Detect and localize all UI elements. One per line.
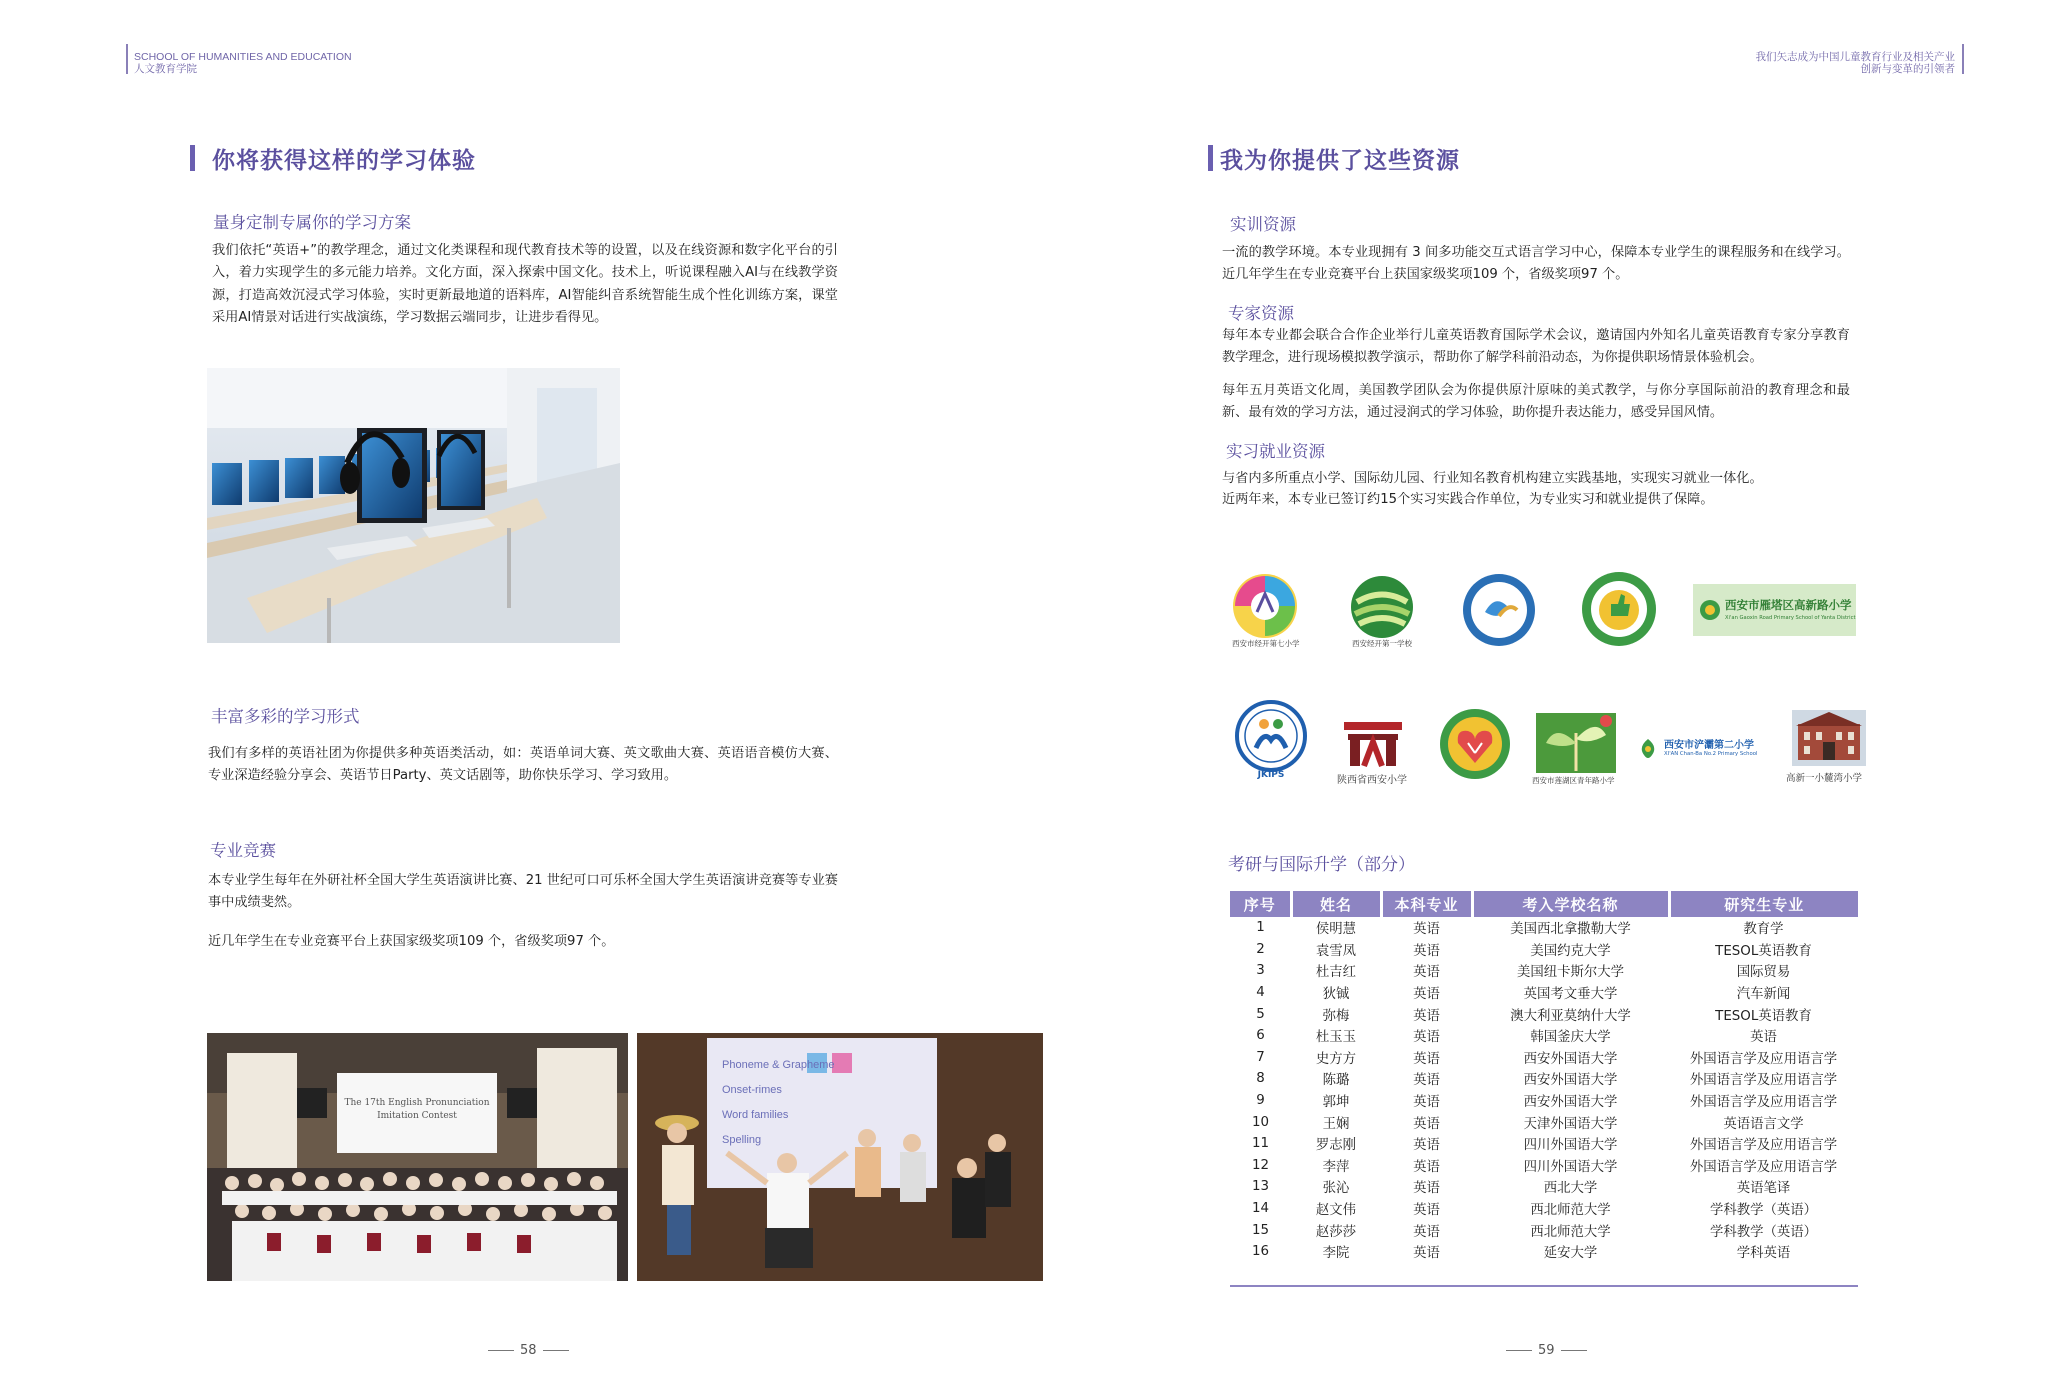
table-cell: 西北师范大学 (1530, 1203, 1611, 1219)
header-right-line2: 创新与变革的引领者 (1860, 63, 1955, 75)
logo1-caption: 西安市经开第七小学 (1232, 639, 1300, 648)
table-cell: 英语 (1750, 1030, 1777, 1046)
table-cell: 西北大学 (1543, 1181, 1598, 1197)
logo10-emblem (1636, 737, 1660, 763)
page-number-left-text: 58 (520, 1343, 537, 1358)
school-logo-jkips (1232, 700, 1310, 782)
table-cell: 美国西北拿撒勒大学 (1510, 922, 1631, 938)
table-cell: 李院 (1322, 1246, 1350, 1262)
table-cell: 天津外国语大学 (1523, 1116, 1618, 1132)
right-title-bar (1208, 145, 1213, 171)
school-logo-qingnian-road (1536, 713, 1616, 773)
table-cell: 学科教学（英语） (1709, 1224, 1818, 1240)
table-row (1230, 1241, 1858, 1263)
left-title-bar (190, 145, 195, 171)
logo6-label: JKIPS (1257, 770, 1285, 780)
table-row (1230, 1090, 1858, 1112)
table-cell: 袁雪凤 (1315, 943, 1357, 959)
table-cell: 英语 (1413, 1116, 1440, 1132)
table-cell: 16 (1251, 1244, 1270, 1260)
section-title-custom-plan: 量身定制专属你的学习方案 (213, 213, 411, 232)
table-cell: TESOL英语教育 (1715, 943, 1812, 959)
slide-line-2: Onset-rimes (722, 1084, 782, 1096)
table-cell: 四川外国语大学 (1523, 1159, 1618, 1175)
logo2-caption: 西安经开第一学校 (1352, 639, 1412, 648)
section-title-experts: 专家资源 (1228, 304, 1294, 323)
table-cell: 学科英语 (1736, 1246, 1791, 1262)
section-title-training: 实训资源 (1230, 215, 1296, 234)
table-cell: 英语 (1413, 1181, 1440, 1197)
table-cell: 澳大利亚莫纳什大学 (1510, 1008, 1631, 1024)
table-row (1230, 960, 1858, 982)
table-cell: 西安外国语大学 (1523, 1051, 1618, 1067)
section-text-competition-2: 近几年学生在专业竞赛平台上获国家级奖项109 个，省级奖项97 个。 (208, 934, 615, 949)
section-text-internship-1: 与省内多所重点小学、国际幼儿园、行业知名教育机构建立实践基地，实现实习就业一体化。 (1222, 471, 1763, 486)
table-row (1230, 1068, 1858, 1090)
section-text-training: 一流的教学环境。本专业现拥有 3 间多功能交互式语言学习中心，保障本专业学生的课程服务和在线学习。近几年学生在专业竞赛平台上获国家级奖项109 个，省级奖项97 个。 (1222, 245, 1850, 283)
school-logo-shaanxi-xian (1338, 712, 1408, 768)
table-cell: 赵文伟 (1315, 1203, 1357, 1219)
table-cell: 西北师范大学 (1530, 1224, 1611, 1240)
page-number-dash (1561, 1350, 1587, 1351)
logo9-caption: 西安市莲湖区青年路小学 (1532, 776, 1615, 785)
table-cell: 英语 (1413, 1051, 1440, 1067)
table-row (1230, 939, 1858, 961)
table-cell: 6 (1256, 1028, 1265, 1044)
table-cell: 外国语言学及应用语言学 (1689, 1095, 1838, 1111)
logo10-title: 西安市浐灞第二小学 (1664, 740, 1754, 751)
logo3-emblem (1461, 572, 1537, 648)
table-cell: 西安外国语大学 (1523, 1073, 1618, 1089)
logo8-emblem (1438, 707, 1512, 781)
table-cell: 英语 (1413, 965, 1440, 981)
table-cell: 9 (1256, 1093, 1265, 1109)
school-logo-thumb (1580, 570, 1658, 648)
photo2-banner-line1: The 17th English Pronunciation (344, 1098, 490, 1108)
table-cell: 美国约克大学 (1530, 943, 1611, 959)
table-cell: 弥梅 (1322, 1008, 1350, 1024)
table-cell: 英语 (1413, 1095, 1440, 1111)
table-title: 考研与国际升学（部分） (1228, 855, 1415, 875)
table-cell: 郭坤 (1322, 1095, 1350, 1111)
photo2-banner-line2: Imitation Contest (377, 1111, 457, 1121)
table-cell: 1 (1256, 920, 1265, 936)
table-cell: 张沁 (1322, 1181, 1350, 1197)
table-row (1230, 1047, 1858, 1069)
table-cell: 英语语言文学 (1723, 1116, 1804, 1132)
table-row (1230, 1025, 1858, 1047)
header-right-line1: 我们矢志成为中国儿童教育行业及相关产业 (1755, 51, 1955, 63)
slide-line-1: Phoneme & Grapheme (722, 1059, 835, 1071)
logo4-emblem (1580, 570, 1658, 648)
table-cell: 4 (1256, 985, 1265, 1001)
section-text-internship-2: 近两年来，本专业已签订约15个实习实践合作单位，为专业实习和就业提供了保障。 (1222, 492, 1714, 507)
photo-language-lab-art (207, 368, 620, 643)
table-cell: 外国语言学及应用语言学 (1689, 1051, 1838, 1067)
table-cell: TESOL英语教育 (1715, 1008, 1812, 1024)
table-cell: 11 (1251, 1136, 1270, 1152)
photo-contest-group-art (207, 1033, 628, 1281)
page-number-dash (1506, 1350, 1532, 1351)
page-number-right (1500, 1343, 1593, 1358)
table-row (1230, 1219, 1858, 1241)
table-cell: 7 (1256, 1049, 1265, 1065)
table-cell: 5 (1256, 1006, 1265, 1022)
right-page-title: 我为你提供了这些资源 (1220, 148, 1460, 174)
table-cell: 3 (1256, 963, 1265, 979)
table-cell: 英语 (1413, 1159, 1440, 1175)
slide-line-3: Word families (722, 1109, 789, 1121)
school-logo-gaoxin-road (1693, 584, 1856, 636)
section-text-competition-1: 本专业学生每年在外研社杯全国大学生英语演讲比赛、21 世纪可口可乐杯全国大学生英语演讲竞赛等专业赛事中成绩斐然。 (208, 873, 838, 911)
school-logo-gaoxin-luwan (1792, 710, 1866, 766)
table-cell: 英国考文垂大学 (1523, 987, 1618, 1003)
table-cell: 13 (1251, 1179, 1270, 1195)
table-cell: 英语 (1413, 1203, 1440, 1219)
table-cell: 李萍 (1322, 1159, 1350, 1175)
table-row (1230, 1003, 1858, 1025)
table-cell: 英语 (1413, 1224, 1440, 1240)
table-cell: 外国语言学及应用语言学 (1689, 1073, 1838, 1089)
table-cell: 英语 (1413, 943, 1440, 959)
table-cell: 英语 (1413, 1073, 1440, 1089)
page-number-right-text: 59 (1538, 1343, 1555, 1358)
header-left-rule (126, 44, 128, 74)
table-header-cell: 序号 (1230, 891, 1291, 917)
table-cell: 外国语言学及应用语言学 (1689, 1138, 1838, 1154)
table-cell: 狄铖 (1322, 987, 1350, 1003)
table-cell: 15 (1251, 1222, 1270, 1238)
table-row (1230, 1133, 1858, 1155)
table-cell: 8 (1256, 1071, 1265, 1087)
logo11-caption: 高新一小麓湾小学 (1786, 773, 1863, 784)
logo5-title: 西安市雁塔区高新路小学 (1725, 598, 1852, 612)
logo11-photo (1792, 710, 1866, 766)
logo9-emblem (1536, 713, 1616, 773)
table-cell: 学科教学（英语） (1709, 1203, 1818, 1219)
photo-contest-group (207, 1033, 628, 1281)
table-row (1230, 1198, 1858, 1220)
section-title-internship: 实习就业资源 (1226, 442, 1325, 461)
table-header-cell: 本科专业 (1381, 891, 1472, 917)
section-title-competition: 专业竞赛 (210, 841, 276, 860)
header-left-cn: 人文教育学院 (134, 63, 197, 75)
table-cell: 史方方 (1315, 1051, 1357, 1067)
table-cell: 英语 (1413, 1246, 1440, 1262)
section-title-learning-forms: 丰富多彩的学习形式 (211, 707, 360, 726)
section-text-experts-1: 每年本专业都会联合合作企业举行儿童英语教育国际学术会议，邀请国内外知名儿童英语教育专家分享教育教学理念，进行现场模拟教学演示，帮助你了解学科前沿动态，为你提供职场情景体验机会。 (1222, 328, 1850, 366)
logo10-subtitle: XI'AN Chan-Ba No.2 Primary School (1664, 751, 1758, 757)
table-header-cell: 考入学校名称 (1472, 891, 1669, 917)
table-cell: 罗志刚 (1315, 1138, 1357, 1154)
table-cell: 国际贸易 (1736, 965, 1791, 981)
table-row (1230, 1111, 1858, 1133)
logo5-subtitle: Xi'an Gaoxin Road Primary School of Yanta District (1725, 615, 1856, 621)
table-cell: 外国语言学及应用语言学 (1689, 1159, 1838, 1175)
photo-phonics-activity (637, 1033, 1043, 1281)
logo7-emblem (1338, 712, 1408, 768)
school-logo-blue-circle (1461, 572, 1537, 648)
table-cell: 四川外国语大学 (1523, 1138, 1618, 1154)
page-number-left (482, 1343, 575, 1358)
school-logo-heart (1438, 707, 1512, 781)
table-cell: 杜玉玉 (1315, 1030, 1357, 1046)
table-cell: 杜吉红 (1315, 965, 1357, 981)
table-cell: 英语 (1413, 987, 1440, 1003)
table-cell: 延安大学 (1543, 1246, 1598, 1262)
table-header-row (1230, 891, 1858, 917)
table-body (1230, 917, 1858, 1263)
table-cell: 英语 (1413, 1138, 1440, 1154)
logo5-emblem (1699, 599, 1721, 621)
table-cell: 10 (1251, 1114, 1270, 1130)
table-cell: 王娴 (1322, 1116, 1350, 1132)
table-cell: 英语笔译 (1736, 1181, 1791, 1197)
logo7-caption: 陕西省西安小学 (1337, 775, 1407, 786)
table-row (1230, 917, 1858, 939)
table-row (1230, 1155, 1858, 1177)
table-cell: 陈璐 (1322, 1073, 1350, 1089)
table-cell: 赵莎莎 (1315, 1224, 1357, 1240)
photo-phonics-activity-art (637, 1033, 1043, 1281)
table-cell: 美国纽卡斯尔大学 (1516, 965, 1625, 981)
page-number-dash (488, 1350, 514, 1351)
photo-language-lab (207, 368, 620, 643)
section-text-learning-forms: 我们有多样的英语社团为你提供多种英语类活动，如：英语单词大赛、英文歌曲大赛、英语语音模仿大赛、专业深造经验分享会、英语节日Party、英文话剧等，助你快乐学习、学习致用。 (208, 746, 838, 784)
table-header-cell: 姓名 (1291, 891, 1381, 917)
table-header-cell: 研究生专业 (1669, 891, 1858, 917)
table-row (1230, 1176, 1858, 1198)
table-row (1230, 982, 1858, 1004)
section-text-experts-2: 每年五月英语文化周，美国教学团队会为你提供原汁原味的美式教学，与你分享国际前沿的教育理念和最新、最有效的学习方法，通过浸润式的学习体验，助你提升表达能力，感受异国风情。 (1222, 383, 1850, 421)
page-number-dash (543, 1350, 569, 1351)
table-cell: 侯明慧 (1315, 922, 1357, 938)
school-logo-chanba-2nd (1636, 733, 1782, 767)
table-cell: 西安外国语大学 (1523, 1095, 1618, 1111)
table-bottom-rule (1230, 1285, 1858, 1287)
header-right-rule (1962, 44, 1964, 74)
section-text-custom-plan: 我们依托“英语+”的教学理念，通过文化类课程和现代教育技术等的设置，以及在线资源和数字化平台的引入，着力实现学生的多元能力培养。文化方面，深入探索中国文化。技术上，听说课程融入AI与在线教学资源，打造高效沉浸式学习体验，实时更新最地道的语料库，AI智能纠音系统智能生成个性化训练方案，课堂采用AI情景对话进行实战演练，学习数据云端同步，让进步看得见。 (212, 243, 838, 326)
table-cell: 英语 (1413, 1008, 1440, 1024)
table-cell: 韩国釜庆大学 (1530, 1030, 1611, 1046)
table-cell: 英语 (1413, 922, 1440, 938)
table-cell: 教育学 (1743, 922, 1784, 938)
table-cell: 汽车新闻 (1736, 987, 1791, 1003)
header-left-en: SCHOOL OF HUMANITIES AND EDUCATION (134, 51, 352, 63)
table-cell: 2 (1256, 941, 1265, 957)
slide-line-4: Spelling (722, 1134, 762, 1146)
left-page-title: 你将获得这样的学习体验 (212, 148, 476, 174)
table-cell: 英语 (1413, 1030, 1440, 1046)
table-cell: 14 (1251, 1201, 1270, 1217)
graduate-admissions-table (1230, 891, 1858, 1263)
table-cell: 12 (1251, 1157, 1270, 1173)
